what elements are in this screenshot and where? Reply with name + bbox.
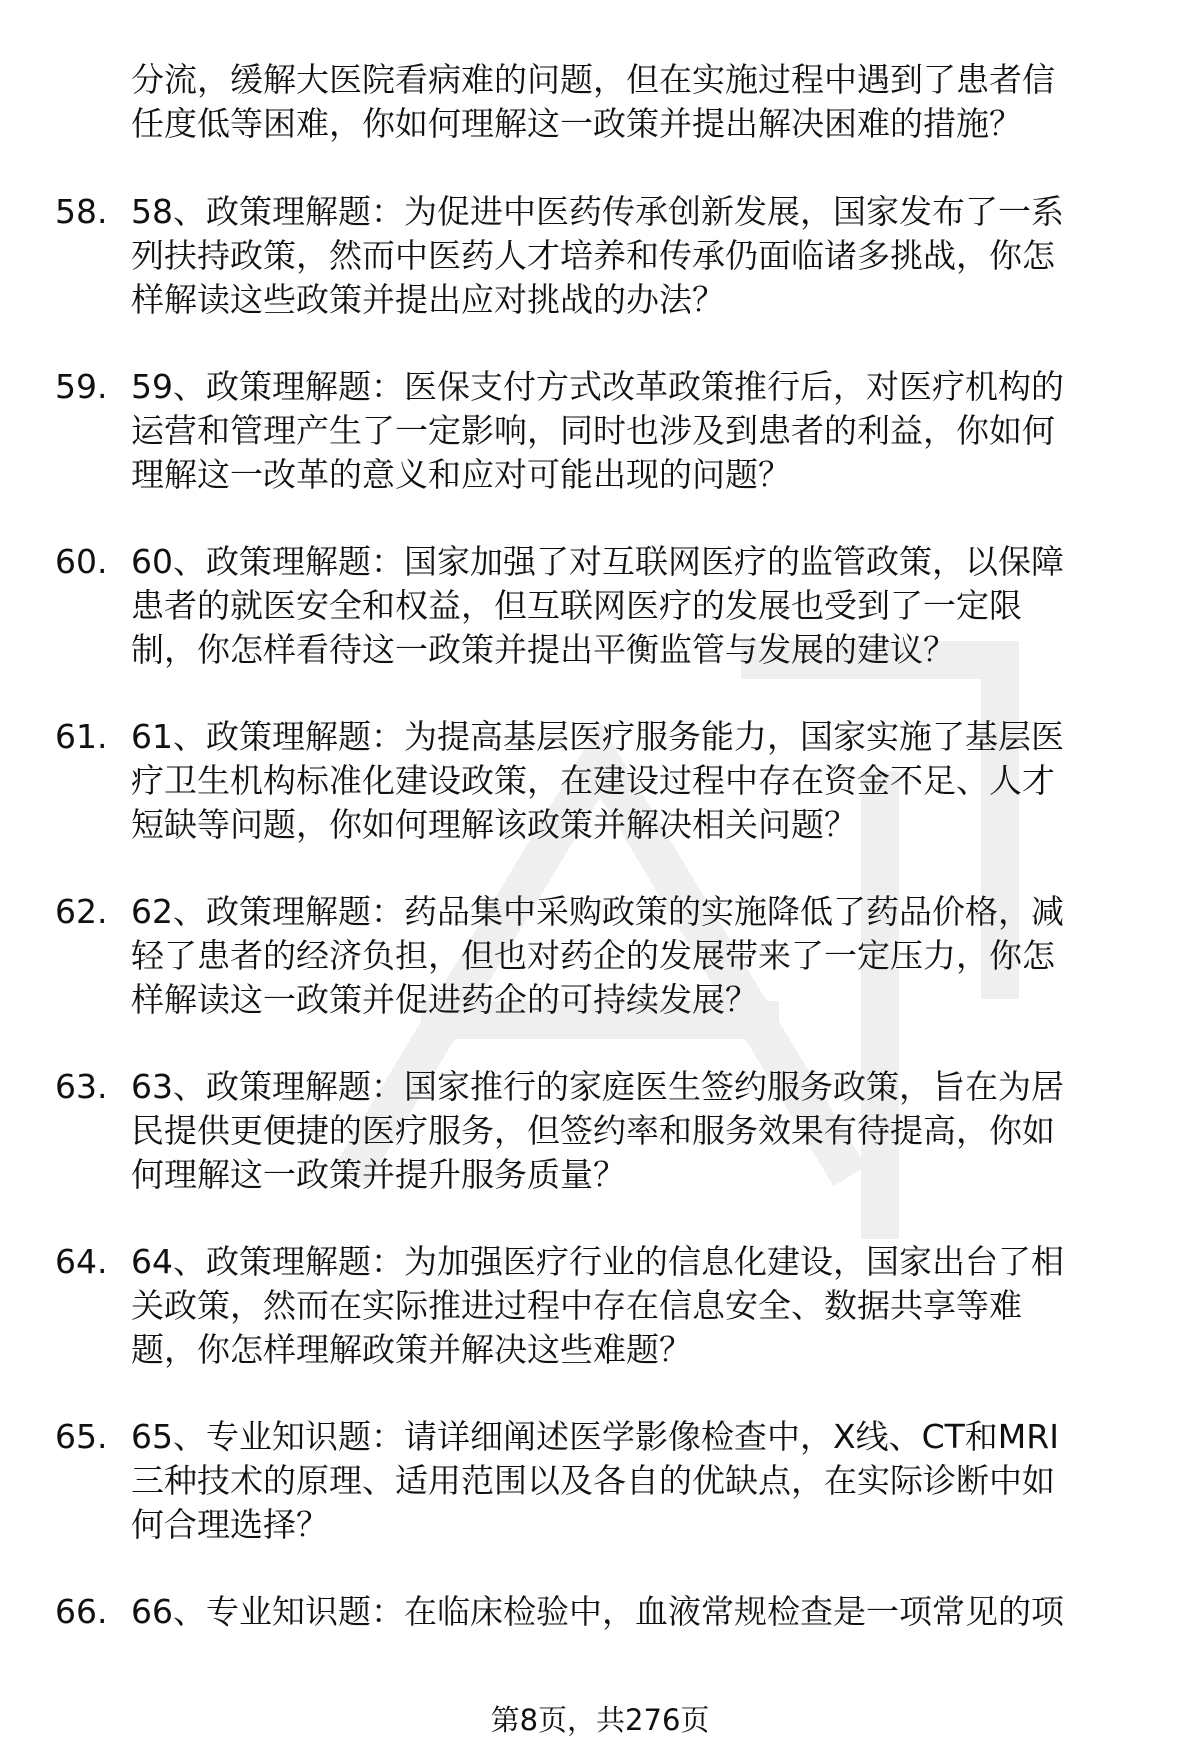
list-item-line: 61、政策理解题：为提高基层医疗服务能力，国家实施了基层医 [131, 717, 1064, 756]
list-item-line: 三种技术的原理、适用范围以及各自的优缺点，在实际诊断中如 [131, 1461, 1055, 1500]
page-footer [0, 1700, 1200, 1740]
list-item-line: 题，你怎样理解政策并解决这些难题？ [131, 1330, 692, 1369]
list-item-line: 样解读这一政策并促进药企的可持续发展？ [131, 980, 758, 1019]
list-item-number: 58. [55, 192, 108, 231]
list-item-line: 列扶持政策，然而中医药人才培养和传承仍面临诸多挑战，你怎 [131, 236, 1055, 275]
continuation-paragraph [131, 58, 1141, 146]
list-item-text [131, 540, 1141, 672]
list-item-line: 66、专业知识题：在临床检验中，血液常规检查是一项常见的项 [131, 1592, 1064, 1631]
list-item-line: 样解读这些政策并提出应对挑战的办法？ [131, 280, 725, 319]
list-item-line: 理解这一改革的意义和应对可能出现的问题？ [131, 455, 791, 494]
list-item-line: 运营和管理产生了一定影响，同时也涉及到患者的利益，你如何 [131, 411, 1055, 450]
continuation-line: 任度低等困难，你如何理解这一政策并提出解决困难的措施？ [131, 104, 1022, 143]
list-item-number: 59. [55, 367, 108, 406]
list-item-text [131, 190, 1141, 322]
continuation-line: 分流，缓解大医院看病难的问题，但在实施过程中遇到了患者信 [131, 60, 1055, 99]
list-item-number: 61. [55, 717, 108, 756]
list-item-number: 65. [55, 1417, 108, 1456]
list-item-text [131, 365, 1141, 497]
list-item-text [131, 1590, 1141, 1634]
list-item-text [131, 715, 1141, 847]
list-item-number: 63. [55, 1067, 108, 1106]
page-number-label: 第8页，共276页 [490, 1703, 710, 1737]
list-item-line: 疗卫生机构标准化建设政策，在建设过程中存在资金不足、人才 [131, 761, 1055, 800]
list-item-text [131, 1240, 1141, 1372]
list-item-line: 短缺等问题，你如何理解该政策并解决相关问题？ [131, 805, 857, 844]
list-item-line: 58、政策理解题：为促进中医药传承创新发展，国家发布了一系 [131, 192, 1064, 231]
list-item-line: 62、政策理解题：药品集中采购政策的实施降低了药品价格，减 [131, 892, 1064, 931]
list-item-number: 66. [55, 1592, 108, 1631]
list-item-text [131, 890, 1141, 1022]
list-item-line: 轻了患者的经济负担，但也对药企的发展带来了一定压力，你怎 [131, 936, 1055, 975]
list-item-line: 60、政策理解题：国家加强了对互联网医疗的监管政策，以保障 [131, 542, 1064, 581]
list-item-line: 制，你怎样看待这一政策并提出平衡监管与发展的建议？ [131, 630, 956, 669]
list-item-line: 患者的就医安全和权益，但互联网医疗的发展也受到了一定限 [131, 586, 1022, 625]
list-item-line: 民提供更便捷的医疗服务，但签约率和服务效果有待提高，你如 [131, 1111, 1055, 1150]
list-item-line: 何理解这一政策并提升服务质量？ [131, 1155, 626, 1194]
list-item-text [131, 1065, 1141, 1197]
list-item-number: 64. [55, 1242, 108, 1281]
list-item-line: 何合理选择？ [131, 1505, 329, 1544]
list-item-line: 59、政策理解题：医保支付方式改革政策推行后，对医疗机构的 [131, 367, 1064, 406]
list-item-number: 60. [55, 542, 108, 581]
list-item-text [131, 1415, 1141, 1547]
list-item-number: 62. [55, 892, 108, 931]
list-item-line: 64、政策理解题：为加强医疗行业的信息化建设，国家出台了相 [131, 1242, 1064, 1281]
list-item-line: 63、政策理解题：国家推行的家庭医生签约服务政策，旨在为居 [131, 1067, 1064, 1106]
list-item-line: 65、专业知识题：请详细阐述医学影像检查中，X线、CT和MRI [131, 1417, 1059, 1456]
list-item-line: 关政策，然而在实际推进过程中存在信息安全、数据共享等难 [131, 1286, 1022, 1325]
